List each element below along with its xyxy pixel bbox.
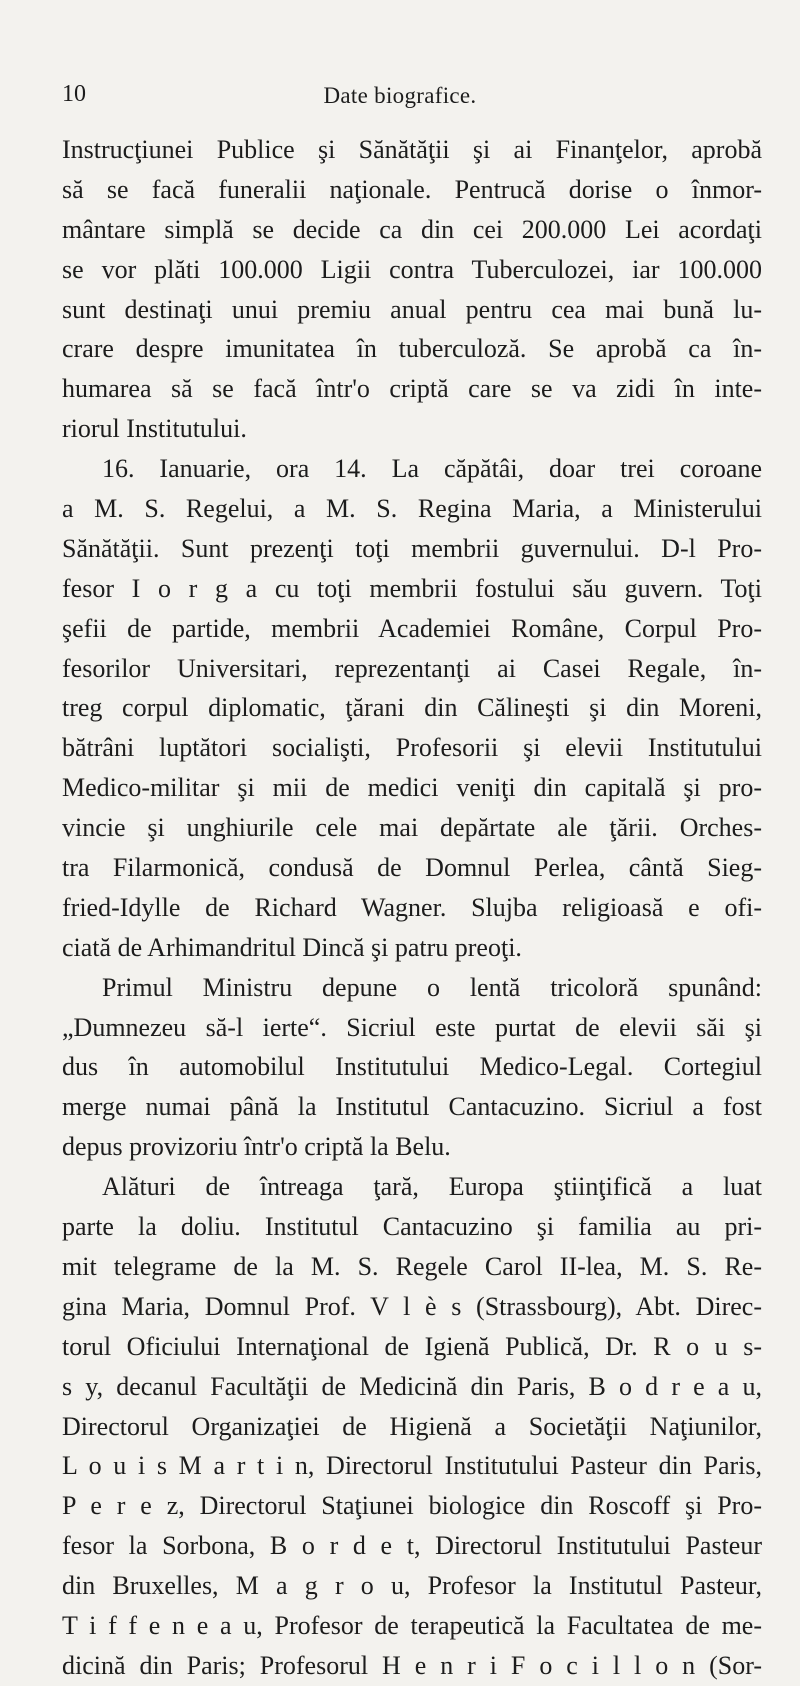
text-line: 16. Ianuarie, ora 14. La căpătâi, doar trei coroane	[102, 454, 762, 484]
text-line: gina Maria, Domnul Prof. V l è s (Strassbourg), Abt. Direc-	[62, 1291, 762, 1321]
text-line: crare despre imunitatea în tuberculoză. Se aprobă ca în-	[62, 334, 762, 364]
text-line: P e r e z, Directorul Staţiunei biologice din Roscoff şi Pro-	[62, 1491, 762, 1521]
text-line: mit telegrame de la M. S. Regele Carol II-lea, M. S. Re-	[62, 1251, 762, 1281]
text-line: L o u i s M a r t i n, Directorul Institutului Pasteur din Paris,	[62, 1451, 762, 1481]
text-line: fesor la Sorbona, B o r d e t, Directorul Institutului Pasteur	[62, 1531, 762, 1561]
text-line: Sănătăţii. Sunt prezenţi toţi membrii guvernului. D-l Pro-	[62, 533, 762, 563]
body-text	[62, 130, 762, 1686]
text-line: se vor plăti 100.000 Ligii contra Tuberculozei, iar 100.000	[62, 254, 762, 284]
text-line: fesor I o r g a cu toţi membrii fostului său guvern. Toţi	[62, 573, 762, 603]
running-header: Date biografice.	[323, 83, 477, 108]
text-line: humarea să se facă într'o criptă care se va zidi în inte-	[62, 374, 762, 404]
text-line: a M. S. Regelui, a M. S. Regina Maria, a Ministerului	[62, 494, 762, 524]
text-line: ciată de Arhimandritul Dincă şi patru preoţi.	[62, 932, 522, 962]
text-line: torul Oficiului Internaţional de Igienă Publică, Dr. R o u s-	[62, 1331, 762, 1361]
text-line: din Bruxelles, M a g r o u, Profesor la Institutul Pasteur,	[62, 1571, 762, 1601]
text-line: Medico-militar şi mii de medici veniţi din capitală şi pro-	[62, 773, 762, 803]
text-line: merge numai până la Institutul Cantacuzino. Sicriul a fost	[62, 1092, 762, 1122]
text-line: parte la doliu. Institutul Cantacuzino şi familia au pri-	[62, 1212, 762, 1242]
text-line: T i f f e n e a u, Profesor de terapeutică la Facultatea de me-	[62, 1610, 762, 1640]
text-line: fesorilor Universitari, reprezentanţi ai Casei Regale, în-	[62, 653, 762, 683]
text-line: „Dumnezeu să-l ierte“. Sicriul este purtat de elevii săi şi	[62, 1012, 762, 1042]
text-line: s y, decanul Facultăţii de Medicină din Paris, B o d r e a u,	[62, 1371, 762, 1401]
text-line: treg corpul diplomatic, ţărani din Călineşti şi din Moreni,	[62, 693, 762, 723]
text-line: tra Filarmonică, condusă de Domnul Perlea, cântă Sieg-	[62, 853, 762, 883]
text-line: dicină din Paris; Profesorul H e n r i F o c i l l o n (Sor-	[62, 1650, 762, 1680]
text-line: Directorul Organizaţiei de Higienă a Societăţii Naţiunilor,	[62, 1411, 762, 1441]
text-line: Primul Ministru depune o lentă tricoloră spunând:	[102, 972, 762, 1002]
text-line: fried-Idylle de Richard Wagner. Slujba religioasă e ofi-	[62, 892, 762, 922]
text-line: Alături de întreaga ţară, Europa ştiinţifică a luat	[102, 1172, 762, 1202]
text-line: mântare simplă se decide ca din cei 200.000 Lei acordaţi	[62, 214, 762, 244]
text-line: riorul Institutului.	[62, 414, 247, 444]
text-line: bătrâni luptători socialişti, Profesorii şi elevii Institutului	[62, 733, 762, 763]
text-line: vincie şi unghiurile cele mai depărtate ale ţării. Orches-	[62, 813, 762, 843]
text-line: să se facă funeralii naţionale. Pentrucă dorise o înmor-	[62, 174, 762, 204]
text-line: depus provizoriu într'o criptă la Belu.	[62, 1132, 451, 1162]
text-line: dus în automobilul Institutului Medico-Legal. Cortegiul	[62, 1052, 762, 1082]
text-line: şefii de partide, membrii Academiei Române, Corpul Pro-	[62, 613, 762, 643]
text-line: sunt destinaţi unui premiu anual pentru cea mai bună lu-	[62, 294, 762, 324]
page-number: 10	[62, 81, 86, 107]
text-line: Instrucţiunei Publice şi Sănătăţii şi ai Finanţelor, aprobă	[62, 135, 762, 164]
